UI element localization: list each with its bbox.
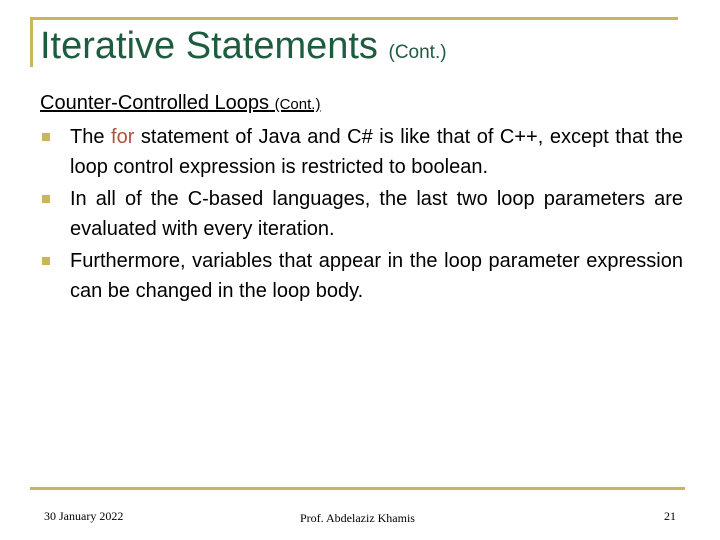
bullet-keyword: for (111, 126, 135, 148)
square-bullet-icon (42, 195, 50, 203)
slide-title-suffix: (Cont.) (388, 42, 447, 63)
section-subheading (40, 90, 320, 118)
bullet-text-start: The (70, 126, 105, 148)
bullet-list (40, 122, 683, 308)
footer-author: Prof. Abdelaziz Khamis (300, 511, 415, 525)
footer-rule (30, 487, 685, 490)
footer-date: 30 January 2022 (44, 509, 124, 523)
title-frame-left-rule (30, 17, 33, 67)
title-frame-top-rule (30, 17, 678, 20)
square-bullet-icon (42, 257, 50, 265)
bullet-text: Furthermore, variables that appear in the loop parameter expression can be changed in the loop body. (70, 250, 683, 302)
footer-page-number: 21 (664, 509, 676, 523)
bullet-item (40, 246, 683, 306)
bullet-item (40, 122, 683, 182)
bullet-text-end: statement of Java and C# is like that of C++, except that the loop control expression is restricted to boolean. (70, 126, 683, 178)
subheading-suffix: (Cont.) (274, 96, 321, 113)
subheading-text: Counter-Controlled Loops (40, 92, 270, 114)
slide-title-text: Iterative Statements (40, 25, 378, 67)
slide-title (40, 24, 447, 75)
bullet-text: In all of the C-based languages, the last two loop parameters are evaluated with every iteration. (70, 188, 683, 240)
bullet-item (40, 184, 683, 244)
square-bullet-icon (42, 133, 50, 141)
